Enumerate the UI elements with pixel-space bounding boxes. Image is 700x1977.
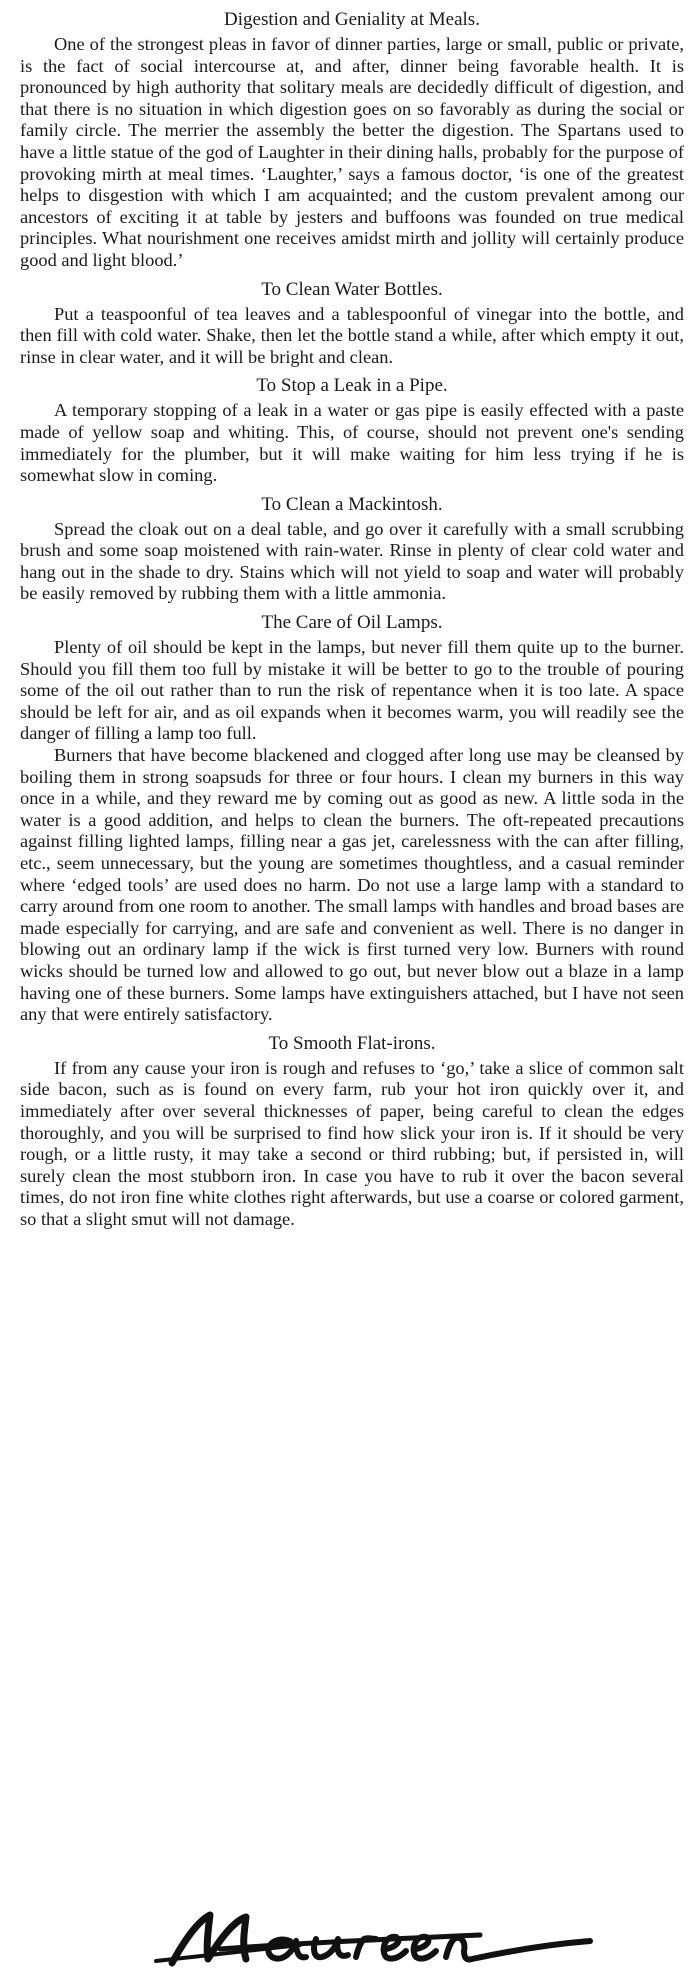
signature xyxy=(150,1905,610,1971)
section-heading: To Smooth Flat-irons. xyxy=(268,1032,436,1054)
paragraph: A temporary stopping of a leak in a water or gas pipe is easily effected with a paste made of yellow soap and whiting. This, of course, should not prevent one's sending immediately for the plumber, but it will make waiting for him less trying if he is somewhat slow in coming. xyxy=(20,400,684,486)
section-digestion xyxy=(20,8,684,272)
section-leak-pipe xyxy=(20,374,684,486)
article xyxy=(20,8,684,1235)
section-heading: The Care of Oil Lamps. xyxy=(261,612,443,634)
paragraph: Plenty of oil should be kept in the lamps, but never fill them quite up to the burner. Should you fill them too full by mistake it will be better to go to the trouble of pouring some of the oil out rather than to run the risk of repentance when it is too late. A space should be left for air, and as oil expands when it becomes warm, you will readily see the danger of filling a lamp too full. xyxy=(20,637,684,744)
section-heading: To Clean a Mackintosh. xyxy=(261,493,443,515)
section-oil-lamps xyxy=(20,611,684,1026)
section-heading: To Clean Water Bottles. xyxy=(261,278,443,300)
section-water-bottles xyxy=(20,278,684,369)
section-mackintosh xyxy=(20,493,684,605)
paragraph: Spread the cloak out on a deal table, and go over it carefully with a small scrubbing brush and some soap moistened with rain-water. Rinse in plenty of clear cold water and hang out in the shade to dry. Stains which will not yield to soap and water will probably be easily removed by rubbing them with a little ammonia. xyxy=(20,518,684,604)
section-heading: To Stop a Leak in a Pipe. xyxy=(256,375,448,397)
section-heading: Digestion and Geniality at Meals. xyxy=(224,9,480,30)
paragraph: Put a teaspoonful of tea leaves and a tablespoonful of vinegar into the bottle, and then fill with cold water. Shake, then let the bottle stand a while, after which empty it out, rinse in clear water, and it will be bright and clean. xyxy=(20,303,684,367)
paragraph: One of the strongest pleas in favor of dinner parties, large or small, public or private, is the fact of social intercourse at, and after, dinner being favorable health. It is pronounced by high authority that solitary meals are decidedly difficult of digestion, and that there is no situation in which digestion goes on so favorably as during the social or family circle. The merrier the assembly the better the digestion. The Spartans used to have a little statue of the god of Laughter in their dining halls, probably for the purpose of provoking mirth at meal times. ‘Laughter,’ says a famous doctor, ‘is one of the greatest helps to disgestion with which I am acquainted; and the custom prevalent among our ancestors of exciting it at table by jesters and buffoons was founded on true medical principles. What nourishment one receives amidst mirth and jollity will certainly produce good and light blood.’ xyxy=(20,34,684,270)
paragraph: Burners that have become blackened and clogged after long use may be cleansed by boiling them in strong soapsuds for three or four hours. I clean my burners in this way once in a while, and they reward me by coming out as good as new. A little soda in the water is a good addition, and helps to clean the burners. The oft-repeated precautions against filling lighted lamps, filling near a gas jet, carelessness with the can after filling, etc., seem unnecessary, but the young are sometimes thoughtless, and a casual reminder where ‘edged tools’ are used does no harm. Do not use a large lamp with a standard to carry around from one room to another. The small lamps with handles and broad bases are made especially for carrying, and are safe and convenient as well. There is no danger in blowing out an ordinary lamp if the wick is first turned very low. Burners with round wicks should be turned low and allowed to go out, but never blow out a blaze in a lamp having one of these burners. Some lamps have extinguishers attached, but I have not seen any that were entirely satisfactory. xyxy=(20,745,684,1025)
section-flat-irons xyxy=(20,1032,684,1231)
paragraph: If from any cause your iron is rough and refuses to ‘go,’ take a slice of common salt side bacon, such as is found on every farm, rub your hot iron quickly over it, and immediately after over several thicknesses of paper, being careful to clean the edges thoroughly, and you will be surprised to find how slick your iron is. If it should be very rough, or a little rusty, it may take a second or third rubbing; but, if persisted in, will surely clean the most stubborn iron. In case you have to rub it over the bacon several times, do not iron fine white clothes right afterwards, but use a coarse or colored garment, so that a slight smut will not damage. xyxy=(20,1057,684,1229)
